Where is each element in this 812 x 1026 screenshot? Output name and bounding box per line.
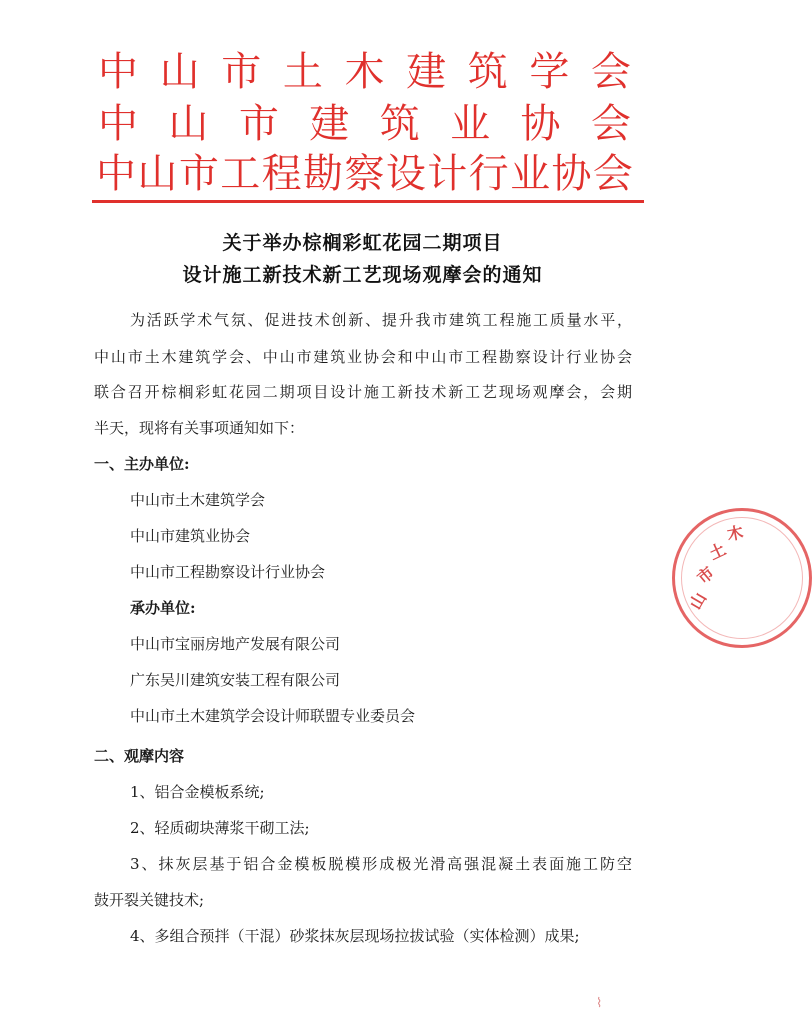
notice-title-line-2: 设计施工新技术新工艺现场观摩会的通知 — [182, 264, 543, 286]
intro-line-1: 为活跃学术气氛、促进技术创新、提升我市建筑工程施工质量水平， — [130, 311, 632, 329]
seal-char: 木 — [725, 522, 745, 545]
letterhead-char: 市 — [178, 151, 219, 197]
letterhead-char: 设 — [385, 151, 426, 197]
letterhead-char: 会 — [591, 49, 631, 95]
letterhead-char: 市 — [221, 49, 262, 95]
letterhead-char: 中 — [96, 151, 136, 197]
co-organizer-item: 广东吴川建筑安装工程有限公司 — [130, 671, 341, 689]
co-organizer-heading: 承办单位: — [130, 599, 196, 617]
organizer-item: 中山市工程勘察设计行业协会 — [130, 563, 326, 581]
letterhead-char: 业 — [450, 101, 491, 147]
section-2-heading: 二、观摩内容 — [94, 747, 185, 765]
letterhead-char: 土 — [282, 49, 323, 95]
section-1-heading: 一、主办单位: — [94, 455, 190, 473]
letterhead-char: 山 — [168, 101, 209, 147]
letterhead-char: 会 — [592, 151, 633, 197]
content-item: 4、多组合预拌（干混）砂浆抹灰层现场拉拔试验（实体检测）成果; — [130, 927, 580, 945]
letterhead-char: 中 — [98, 49, 138, 95]
letterhead-line-3 — [96, 150, 633, 198]
intro-line-3: 联合召开棕榈彩虹花园二期项目设计施工新技术新工艺现场观摩会，会期 — [94, 383, 632, 401]
organizer-item: 中山市建筑业协会 — [130, 527, 251, 545]
letterhead-char: 工 — [220, 151, 261, 197]
letterhead-char: 建 — [406, 49, 447, 95]
content-item: 1、铝合金模板系统; — [130, 783, 265, 801]
co-organizer-item: 中山市宝丽房地产发展有限公司 — [130, 635, 341, 653]
letterhead-char: 筑 — [379, 101, 420, 147]
letterhead-char: 木 — [344, 49, 385, 95]
letterhead-char: 山 — [159, 49, 200, 95]
letterhead-char: 察 — [344, 151, 385, 197]
co-organizer-item: 中山市土木建筑学会设计师联盟专业委员会 — [130, 707, 416, 725]
letterhead-char: 市 — [238, 101, 279, 147]
letterhead-char: 业 — [510, 151, 551, 197]
intro-line-4: 半天，现将有关事项通知如下： — [94, 419, 305, 437]
organizer-item: 中山市土木建筑学会 — [130, 491, 266, 509]
letterhead-char: 勘 — [303, 151, 344, 197]
content-item: 2、轻质砌块薄浆干砌工法; — [130, 819, 310, 837]
letterhead-char: 计 — [427, 151, 468, 197]
content-item-continuation: 鼓开裂关键技术; — [94, 891, 205, 909]
letterhead-char: 中 — [98, 101, 138, 147]
notice-title-line-1: 关于举办棕榈彩虹花园二期项目 — [222, 232, 503, 254]
letterhead-char: 程 — [261, 151, 302, 197]
letterhead-divider — [92, 200, 644, 203]
letterhead-char: 协 — [520, 101, 561, 147]
letterhead-line-1 — [98, 48, 631, 96]
intro-line-2: 中山市土木建筑学会、中山市建筑业协会和中山市工程勘察设计行业协会 — [94, 348, 632, 366]
official-seal — [672, 508, 812, 648]
letterhead-line-2 — [98, 100, 631, 148]
content-item: 3、抹灰层基于铝合金模板脱模形成极光滑高强混凝土表面施工防空 — [130, 855, 632, 873]
letterhead-char: 协 — [551, 151, 592, 197]
seal-char: 市 — [693, 562, 718, 588]
seal-fragment-mark: ⌇ — [596, 996, 603, 1011]
letterhead-char: 会 — [590, 101, 631, 147]
seal-char: 山 — [685, 589, 711, 613]
letterhead-char: 筑 — [467, 49, 508, 95]
letterhead-char: 建 — [309, 101, 350, 147]
letterhead-char: 山 — [137, 151, 178, 197]
seal-char: 土 — [706, 539, 729, 564]
letterhead-char: 行 — [468, 151, 509, 197]
letterhead-char: 学 — [529, 49, 570, 95]
